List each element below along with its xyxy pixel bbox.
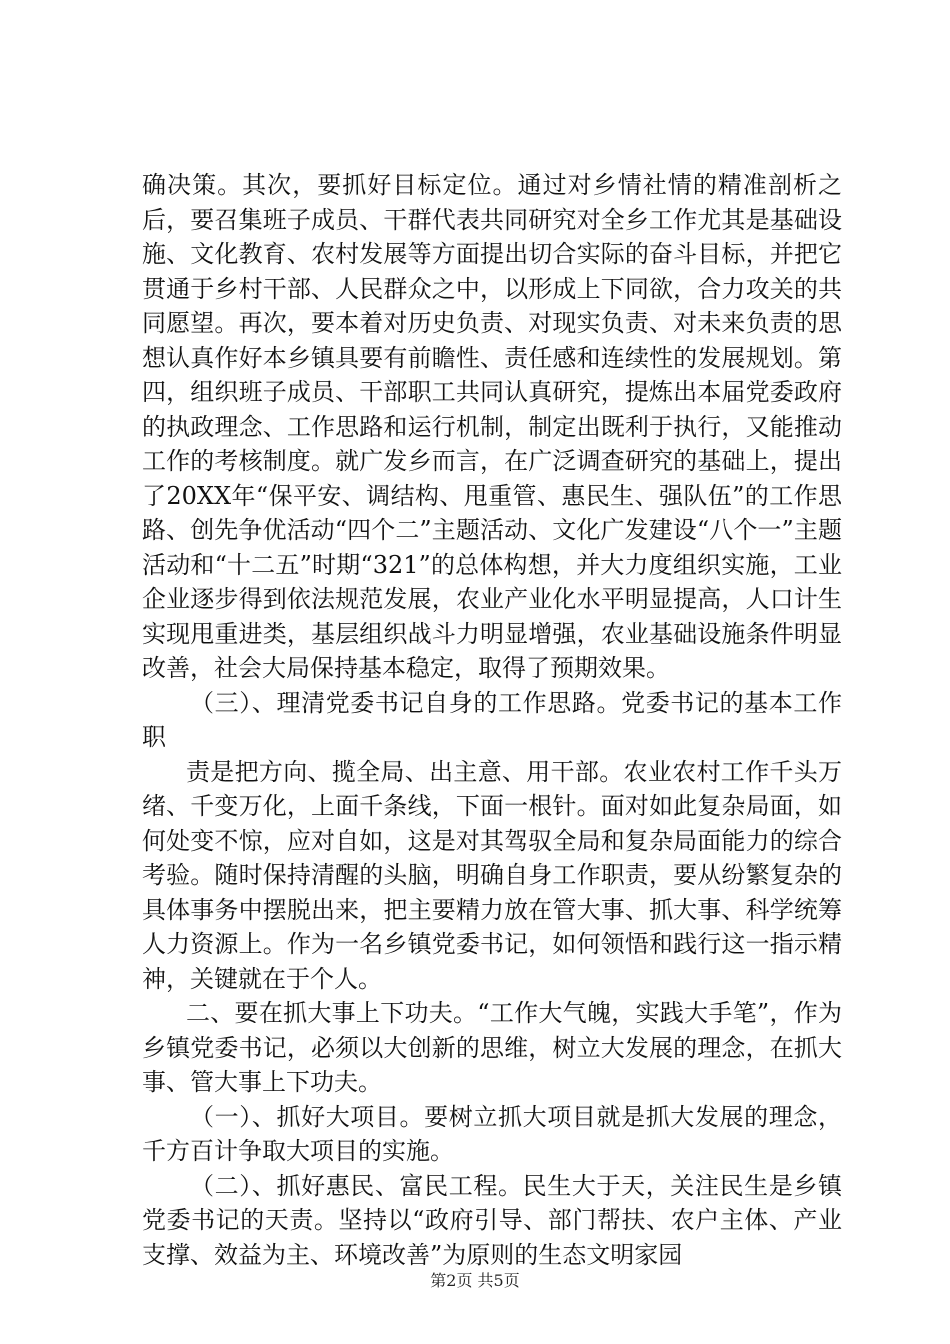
paragraph-continuation: 确决策。其次，要抓好目标定位。通过对乡情社情的精准剖析之后，要召集班子成员、干群代表共同研究对全乡工作尤其是基础设施、文化教育、农村发展等方面提出切合实际的奋斗目标，并把它贯通于乡村干部、人民群众之中，以形成上下同欲，合力攻关的共同愿望。再次，要本着对历史负责、对现实负责、对未来负责的思想认真作好本乡镇具要有前瞻性、责任感和连续性的发展规划。第四，组织班子成员、干部职工共同认真研究，提炼出本届党委政府的执政理念、工作思路和运行机制，制定出既利于执行，又能推动工作的考核制度。就广发乡而言，在广泛调查研究的基础上，提出了20XX年“保平安、调结构、甩重管、惠民生、强队伍”的工作思路、创先争优活动“四个二”主题活动、文化广发建设“八个一”主题活动和“十二五”时期“321”的总体构想，并大力度组织实施，工业企业逐步得到依法规范发展，农业产业化水平明显提高，人口计生实现甩重进类，基层组织战斗力明显增强，农业基础设施条件明显改善，社会大局保持基本稳定，取得了预期效果。 [142, 171, 842, 682]
paragraph-section-two: （二）、抓好惠民、富民工程。民生大于天，关注民生是乡镇党委书记的天责。坚持以“政府引导、部门帮扶、农户主体、产业支撑、效益为主、环境改善”为原则的生态文明家园 [142, 1171, 842, 1269]
paragraph-heading-two: 二、要在抓大事上下功夫。“工作大气魄，实践大手笔”，作为乡镇党委书记，必须以大创新的思维，树立大发展的理念，在抓大事、管大事上下功夫。 [142, 999, 842, 1096]
paragraph-section-one: （一）、抓好大项目。要树立抓大项目就是抓大发展的理念，千方百计争取大项目的实施。 [142, 1102, 842, 1165]
document-body [142, 168, 842, 1272]
paragraph-duties: 责是把方向、揽全局、出主意、用干部。农业农村工作千头万绪、千变万化，上面千条线，下面一根针。面对如此复杂局面，如何处变不惊，应对自如，这是对其驾驭全局和复杂局面能力的综合考验。随时保持清醒的头脑，明确自身工作职责，要从纷繁复杂的具体事务中摆脱出来，把主要精力放在管大事、抓大事、科学统筹人力资源上。作为一名乡镇党委书记，如何领悟和践行这一指示精神，关键就在于个人。 [142, 757, 842, 993]
page-footer: 第2页 共5页 [430, 1271, 520, 1290]
paragraph-section-three: （三）、理清党委书记自身的工作思路。党委书记的基本工作职 [142, 688, 842, 751]
